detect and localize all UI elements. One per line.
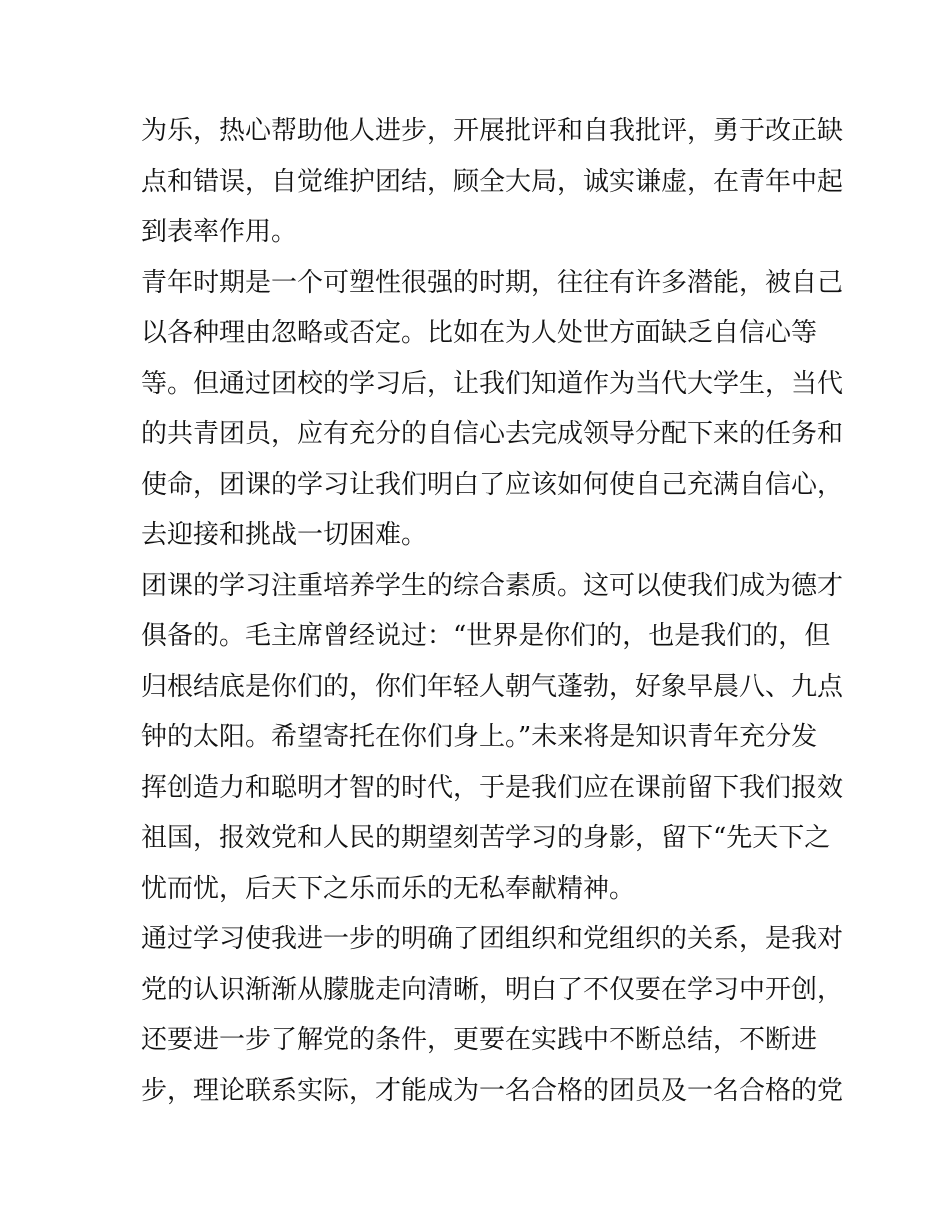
text-line: 去迎接和挑战一切困难。 bbox=[141, 520, 428, 550]
text-line: 归根结底是你们的，你们年轻人朝气蓬勃，好象早晨八、九点 bbox=[141, 671, 844, 702]
text-line: 以各种理由忽略或否定。比如在为人处世方面缺乏自信心等 bbox=[141, 318, 818, 348]
text-line: 的共青团员，应有充分的自信心去完成领导分配下来的任务和 bbox=[141, 419, 844, 449]
text-line: 党的认识渐渐从朦胧走向清晰，明白了不仅要在学习中开创， bbox=[141, 974, 844, 1005]
text-line: 到表率作用。 bbox=[141, 217, 298, 247]
text-line: 青年时期是一个可塑性很强的时期，往往有许多潜能，被自己 bbox=[141, 267, 844, 298]
text-line: 团课的学习注重培养学生的综合素质。这可以使我们成为德才 bbox=[141, 570, 844, 601]
text-line: 祖国，报效党和人民的期望刻苦学习的身影，留下“先天下之 bbox=[141, 823, 831, 853]
text-line: 为乐，热心帮助他人进步，开展批评和自我批评，勇于改正缺 bbox=[141, 116, 844, 146]
text-line: 还要进一步了解党的条件，更要在实践中不断总结，不断进 bbox=[141, 1025, 818, 1055]
document-body bbox=[141, 106, 844, 1116]
text-line: 点和错误，自觉维护团结，顾全大局，诚实谦虚，在青年中起 bbox=[141, 166, 844, 197]
text-line: 钟的太阳。希望寄托在你们身上。”未来将是知识青年充分发 bbox=[141, 722, 818, 752]
text-line: 挥创造力和聪明才智的时代，于是我们应在课前留下我们报效 bbox=[141, 772, 844, 803]
text-line: 等。但通过团校的学习后，让我们知道作为当代大学生，当代 bbox=[141, 368, 844, 399]
text-line: 俱备的。毛主席曾经说过：“世界是你们的，也是我们的，但 bbox=[141, 621, 831, 651]
text-line: 使命，团课的学习让我们明白了应该如何使自己充满自信心， bbox=[141, 469, 844, 500]
text-line: 忧而忧，后天下之乐而乐的无私奉献精神。 bbox=[141, 873, 636, 904]
text-line: 通过学习使我进一步的明确了团组织和党组织的关系，是我对 bbox=[141, 924, 844, 954]
text-line: 步，理论联系实际，才能成为一名合格的团员及一名合格的党 bbox=[141, 1075, 844, 1106]
